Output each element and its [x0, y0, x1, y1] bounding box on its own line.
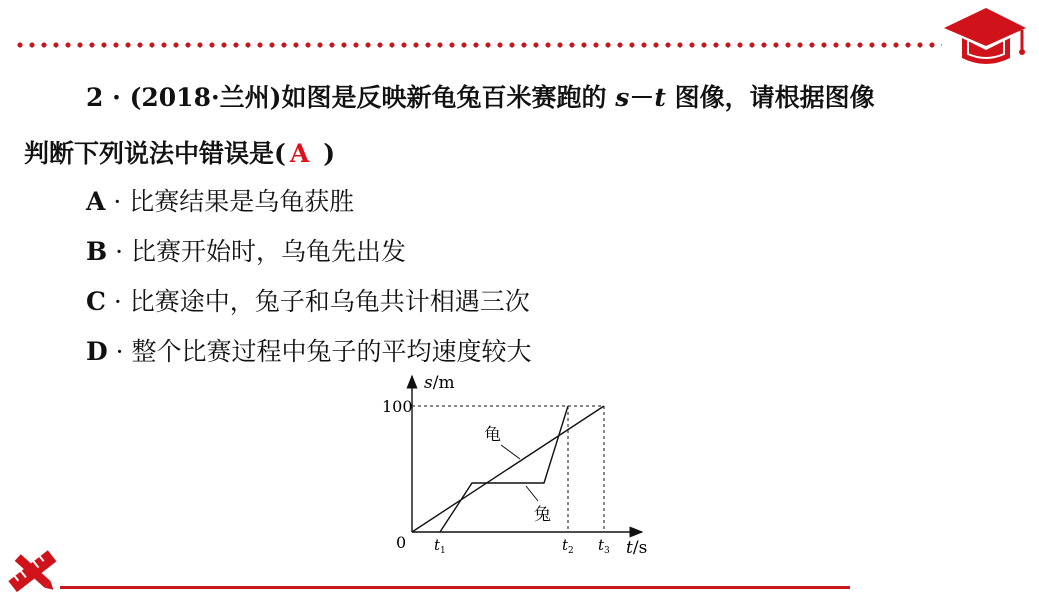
option-dot: · — [115, 237, 124, 266]
option-text: 整个比赛过程中兔子的平均速度较大 — [131, 337, 532, 366]
option-dot: · — [113, 287, 122, 316]
option-c — [86, 286, 530, 318]
option-letter: C — [86, 287, 106, 316]
x-tick-t2 — [562, 536, 574, 556]
x-tick-t3-var: t — [598, 536, 605, 554]
answer-text: A — [289, 139, 310, 168]
dash: － — [629, 83, 655, 112]
series-label-tortoise: 龟 — [484, 425, 501, 445]
series-tortoise-line — [412, 406, 604, 532]
series-label-rabbit: 兔 — [534, 505, 551, 525]
x-tick-t2-var: t — [562, 536, 569, 554]
question-dot: · — [112, 83, 121, 112]
bottom-divider — [60, 586, 850, 589]
x-tick-t1-var: t — [434, 536, 441, 554]
question-text-part2: 图像，请根据图像 — [665, 83, 875, 112]
option-a — [86, 186, 354, 218]
x-axis-label — [626, 538, 647, 558]
x-tick-t1 — [434, 536, 446, 556]
close-paren: ) — [323, 139, 336, 168]
s-t-graph — [380, 368, 670, 564]
option-b — [86, 236, 406, 268]
question-line-2 — [24, 138, 335, 170]
y-axis-var: s — [424, 373, 433, 393]
option-text: 比赛开始时，乌龟先出发 — [131, 237, 407, 266]
tortoise-leader — [501, 445, 520, 459]
x-axis-unit: /s — [632, 538, 648, 558]
var-s: s — [615, 83, 630, 112]
x-axis-var: t — [626, 538, 633, 558]
question-text-part1: 如图是反映新龟兔百米赛跑的 — [281, 83, 616, 112]
rabbit-leader — [526, 486, 538, 501]
option-d — [86, 336, 532, 368]
origin-label: 0 — [396, 533, 407, 552]
x-tick-t3-sub: 3 — [604, 546, 610, 556]
option-letter: A — [86, 187, 106, 216]
y-axis-unit: /m — [432, 373, 455, 393]
x-tick-t2-sub: 2 — [568, 546, 574, 556]
question-line2-text: 判断下列说法中错误是( — [24, 139, 286, 168]
y-axis-label — [424, 373, 455, 393]
question-number: 2 — [86, 83, 104, 112]
ruler-pencil-icon — [4, 548, 62, 596]
question-line-1 — [86, 82, 875, 114]
y-tick-100: 100 — [382, 397, 413, 416]
top-dotted-divider — [14, 42, 942, 48]
x-tick-t1-sub: 1 — [440, 546, 446, 556]
question-source: (2018·兰州) — [129, 83, 282, 112]
option-letter: D — [86, 337, 108, 366]
var-t: t — [654, 83, 666, 112]
x-tick-t3 — [598, 536, 610, 556]
graduation-cap-icon — [938, 6, 1028, 70]
option-dot: · — [113, 187, 122, 216]
option-dot: · — [115, 337, 124, 366]
option-letter: B — [86, 237, 108, 266]
option-text: 比赛结果是乌龟获胜 — [129, 187, 355, 216]
option-text: 比赛途中，兔子和乌龟共计相遇三次 — [129, 287, 530, 316]
